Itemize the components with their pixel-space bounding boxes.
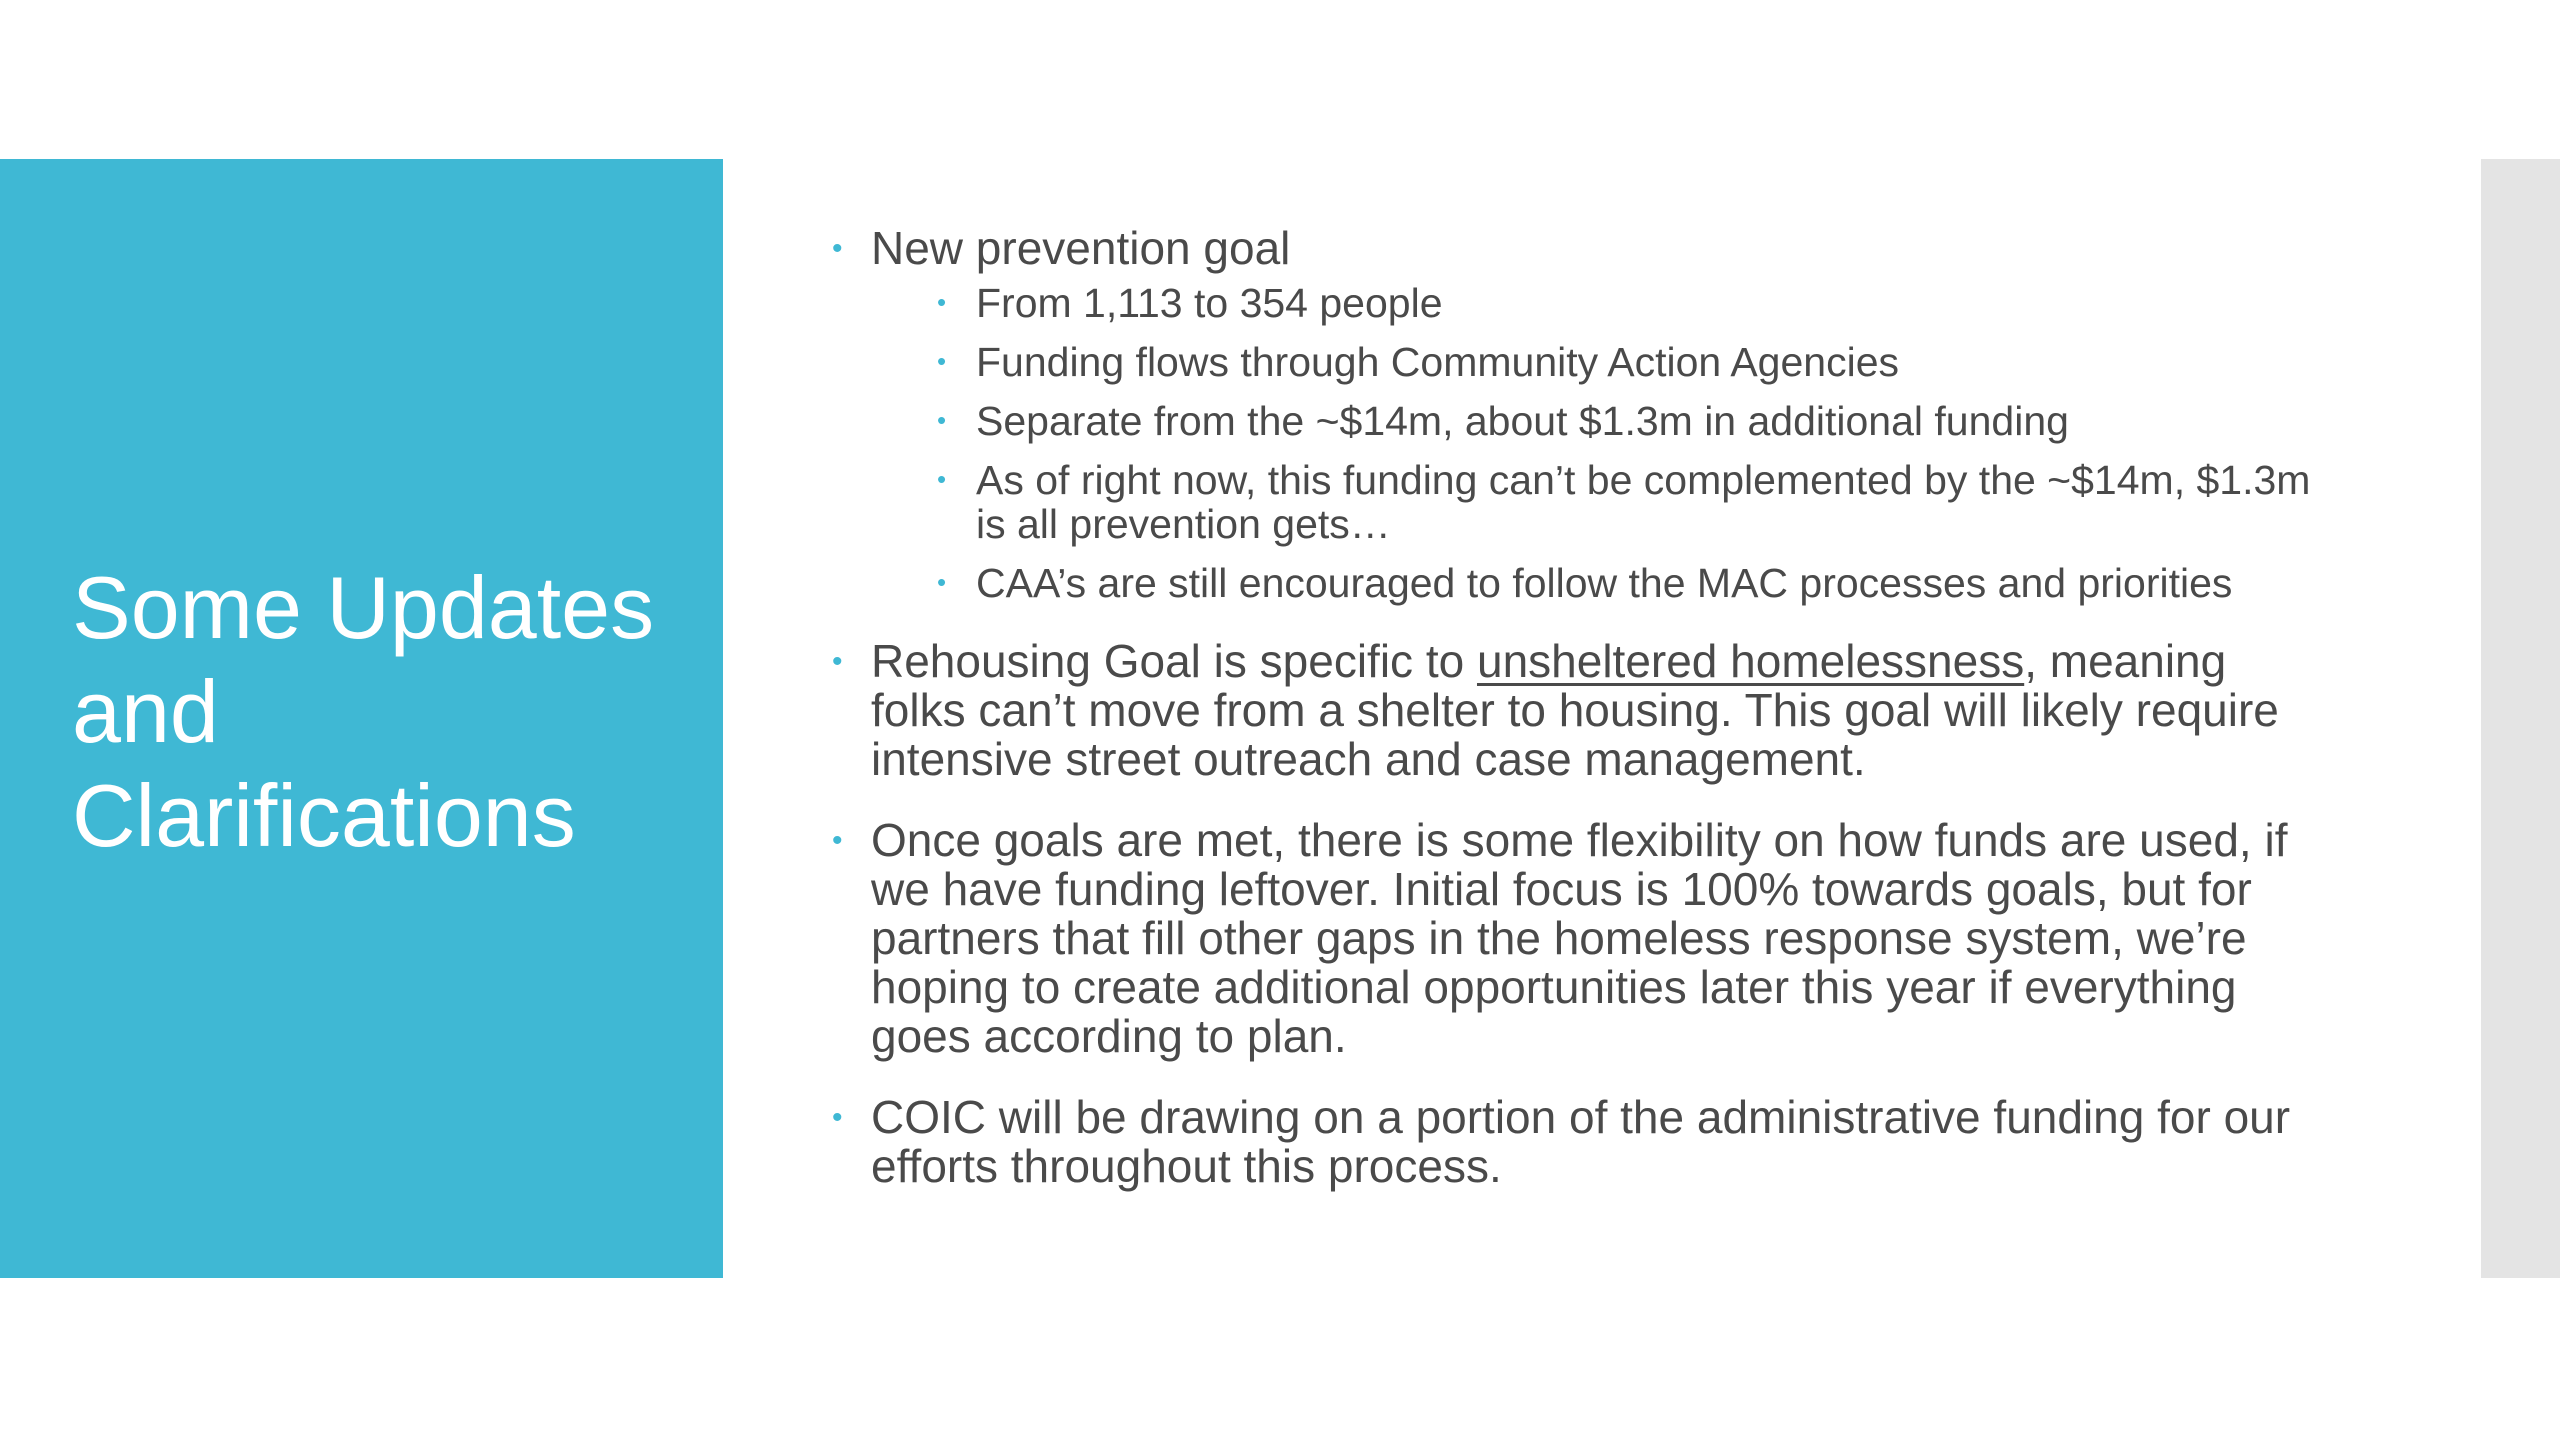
- sub-bullet-text: Funding flows through Community Action Agencies: [976, 339, 1900, 385]
- sub-bullet-text: As of right now, this funding can’t be complemented by the ~$14m, $1.3m is all prevention gets…: [976, 457, 2311, 547]
- bullet-list: [832, 224, 2312, 1191]
- slide-title: Some Updates and Clarifications: [72, 558, 655, 865]
- bullet-text: New prevention goal: [871, 222, 1291, 274]
- sub-bullet-item: [937, 561, 2312, 605]
- bullet-dot-icon: •: [832, 1101, 843, 1134]
- bullet-text: COIC will be drawing on a portion of the administrative funding for our efforts throughout this process.: [871, 1091, 2291, 1192]
- sub-bullet-list: [832, 281, 2312, 605]
- sub-bullet-text: From 1,113 to 354 people: [976, 280, 1443, 326]
- right-accent-bar: [2481, 159, 2560, 1278]
- bullet-text: Once goals are met, there is some flexibility on how funds are used, if we have funding leftover. Initial focus is 100% towards goals, but for partners that fill other gaps in the homeless response system, we’re hoping to create additional opportunities later this year if everything goes according to plan.: [871, 814, 2288, 1062]
- sub-bullet-text: Separate from the ~$14m, about $1.3m in additional funding: [976, 398, 2069, 444]
- sub-bullet-item: [937, 340, 2312, 384]
- sub-bullet-item: [937, 458, 2312, 546]
- sub-bullet-item: [937, 399, 2312, 443]
- underlined-term: unsheltered homelessness: [1476, 635, 2025, 687]
- bullet-dot-icon: •: [937, 346, 947, 376]
- bullet-dot-icon: •: [832, 232, 843, 265]
- slide-content: [832, 224, 2312, 1223]
- bullet-dot-icon: •: [832, 645, 843, 678]
- bullet-item: [832, 816, 2312, 1061]
- bullet-dot-icon: •: [937, 405, 947, 435]
- bullet-item: [832, 224, 2312, 605]
- bullet-dot-icon: •: [937, 567, 947, 597]
- bullet-item: [832, 637, 2312, 784]
- sub-bullet-text: CAA’s are still encouraged to follow the MAC processes and priorities: [976, 560, 2233, 606]
- sub-bullet-item: [937, 281, 2312, 325]
- bullet-dot-icon: •: [937, 287, 947, 317]
- bullet-dot-icon: •: [832, 824, 843, 857]
- bullet-text-part: Rehousing Goal is specific to: [871, 635, 1477, 687]
- bullet-dot-icon: •: [937, 464, 947, 494]
- bullet-item: [832, 1093, 2312, 1191]
- bullet-text-part: , meaning folks can’t move from a shelter to housing. This goal will likely require intensive street outreach and case management.: [871, 635, 2279, 785]
